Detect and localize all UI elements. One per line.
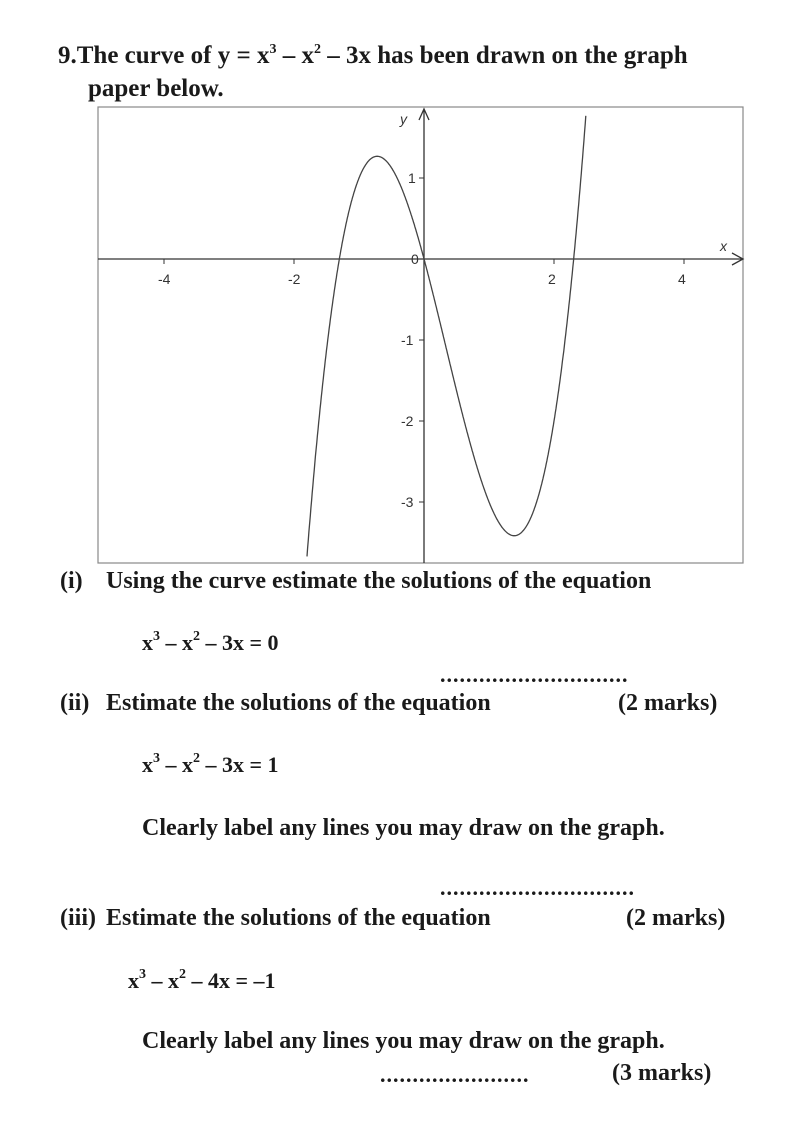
x-tick-label: -2 <box>288 271 301 287</box>
x-tick-label: 4 <box>678 271 686 287</box>
part-i-label: (i) <box>60 568 83 594</box>
part-ii-equation: $x^3 - x^2 - 3x = 1$ <box>142 751 279 777</box>
part-iii-marks: (3 marks) <box>612 1060 712 1086</box>
part-i-answer-line[interactable]: ............................. <box>440 662 629 687</box>
graph-ticks <box>158 170 686 510</box>
part-iii-label: (iii) <box>60 905 96 931</box>
y-tick-label: -1 <box>401 332 414 348</box>
question-number: 9. <box>58 42 77 69</box>
origin-label: 0 <box>411 251 419 267</box>
y-tick-label: -2 <box>401 413 414 429</box>
curve-layer <box>307 116 586 557</box>
y-tick-label: -3 <box>401 494 414 510</box>
question-heading: 9.The curve of $y = x^3 - x^2 - 3x$ has been drawn on the graph <box>58 42 688 69</box>
part-ii-text: Estimate the solutions of the equation <box>106 690 491 716</box>
part-i-equation: $x^3 - x^2 - 3x = 0$ <box>142 629 279 655</box>
part-iii-equation: $x^3 - x^2 - 4x = -1$ <box>128 967 276 993</box>
part-ii-instruction: Clearly label any lines you may draw on the graph. <box>142 815 665 841</box>
part-iii-text: Estimate the solutions of the equation <box>106 905 491 931</box>
part-i-text: Using the curve estimate the solutions of the equation <box>106 568 652 594</box>
question-heading-line2: paper below. <box>88 75 224 102</box>
part-ii-label: (ii) <box>60 690 90 716</box>
part-ii-marks: (2 marks) <box>626 905 726 931</box>
part-iii-answer-line[interactable]: ....................... <box>380 1062 530 1087</box>
cubic-graph <box>96 106 746 566</box>
x-axis-label: x <box>720 238 727 254</box>
graph-frame <box>98 107 743 563</box>
graph-axes <box>98 109 743 563</box>
x-tick-label: -4 <box>158 271 171 287</box>
x-tick-label: 2 <box>548 271 556 287</box>
part-ii-answer-line[interactable]: .............................. <box>440 875 635 900</box>
part-i-marks: (2 marks) <box>618 690 718 716</box>
part-iii-instruction: Clearly label any lines you may draw on the graph. <box>142 1028 665 1054</box>
cubic-curve <box>307 116 586 557</box>
y-tick-label: 1 <box>408 170 416 186</box>
y-axis-label: y <box>400 111 407 127</box>
